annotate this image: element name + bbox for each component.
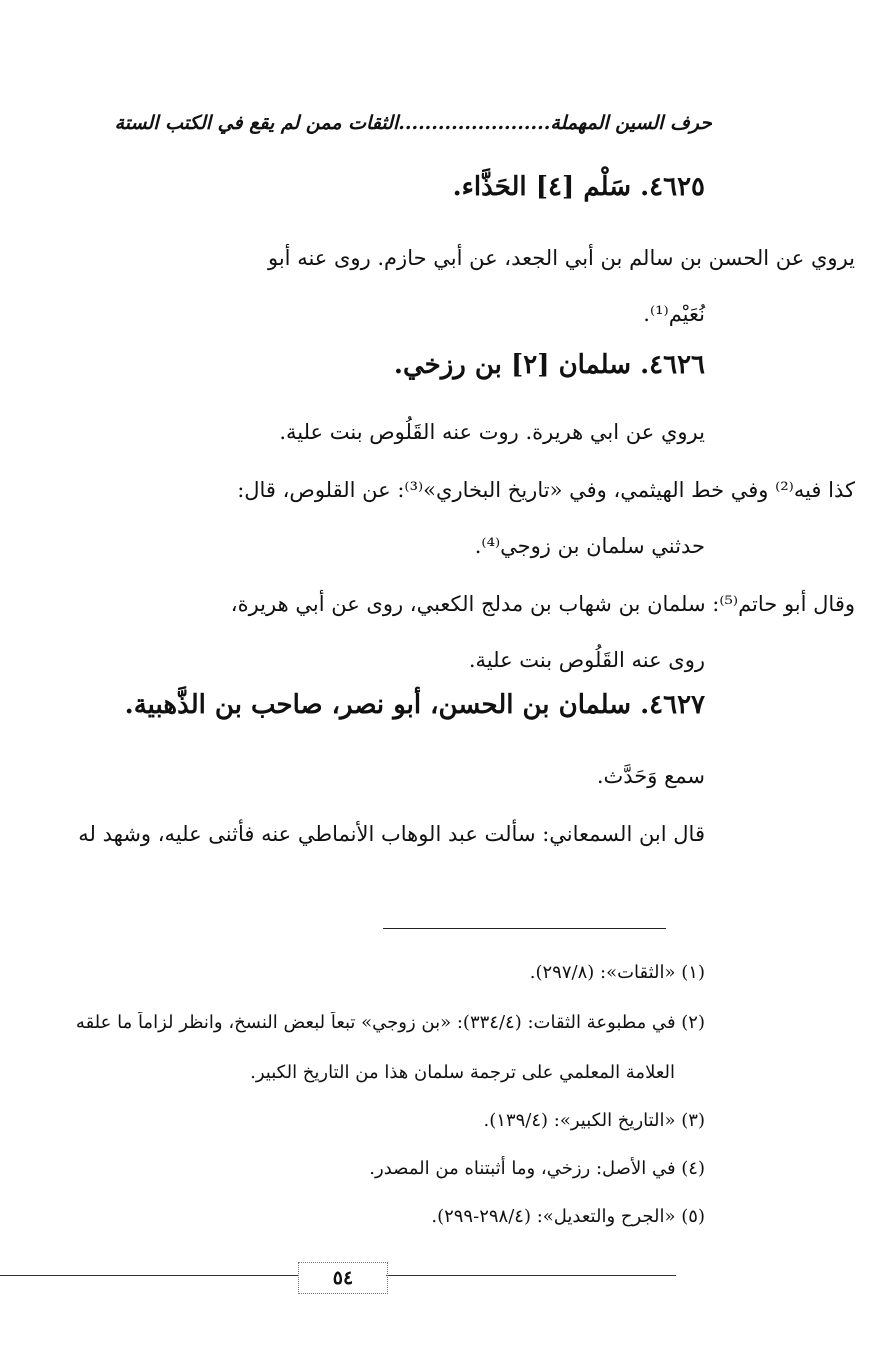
paragraph-line: قال ابن السمعاني: سألت عبد الوهاب الأنماطي عنه فأثنى عليه، وشهد له [78,822,705,846]
entry-paragraph [267,230,855,342]
running-header [52,112,712,134]
footer-rule-right [386,1275,676,1276]
footnote: (٥) «الجرح والتعديل»: (٢٩٨/٤-٢٩٩). [431,1206,705,1227]
paragraph-line: حدثني سلمان بن زوجي⁽⁴⁾. [474,534,705,558]
header-right: الثقات ممن لم يقع في الكتب الستة [114,112,399,134]
footnote: (٢) في مطبوعة الثقات: (٣٣٤/٤): «بن زوجي» تبعاً لبعض النسخ، وانظر لزاماً ما علقه [75,1012,705,1033]
entry-paragraph [597,748,705,804]
paragraph-line: كذا فيه⁽²⁾ وفي خط الهيثمي، وفي «تاريخ البخاري»⁽³⁾: عن القلوص، قال: [237,478,855,502]
entry-paragraph [279,404,705,460]
footnote-continuation: العلامة المعلمي على ترجمة سلمان هذا من التاريخ الكبير. [250,1062,675,1083]
entry-heading: ٤٦٢٦. سلمان [٢] بن رزخي. [393,350,705,380]
footnote-separator [383,928,666,929]
footer-rule-left [0,1275,298,1276]
header-left: حرف السين المهملة [550,112,712,134]
paragraph-line: نُعَيْم⁽¹⁾. [643,302,705,326]
paragraph-line: روى عنه القَلُوص بنت علية. [468,648,705,672]
entry-paragraph [230,576,855,688]
header-dots: ....................... [398,112,551,134]
paragraph-line: يروي عن الحسن بن سالم بن أبي الجعد، عن أبي حازم. روى عنه أبو [267,246,855,270]
footnote: (١) «الثقات»: (٢٩٧/٨). [529,962,705,983]
footnote: (٣) «التاريخ الكبير»: (١٣٩/٤). [483,1110,705,1131]
entry-heading: ٤٦٢٥. سَلْم [٤] الحَذَّاء. [452,172,705,202]
page-number: ٥٤ [298,1262,388,1294]
footnote: (٤) في الأصل: رزخي، وما أثبتناه من المصدر. [369,1158,705,1179]
paragraph-line: سمع وَحَدَّث. [596,764,705,788]
paragraph-line: يروي عن ابي هريرة. روت عنه القَلُوص بنت علية. [279,420,705,444]
entry-paragraph [78,806,705,862]
entry-heading: ٤٦٢٧. سلمان بن الحسن، أبو نصر، صاحب بن الذَّهبية. [124,690,705,720]
paragraph-line: وقال أبو حاتم⁽⁵⁾: سلمان بن شهاب بن مدلج الكعبي، روى عن أبي هريرة، [230,592,855,616]
entry-paragraph [237,462,855,574]
